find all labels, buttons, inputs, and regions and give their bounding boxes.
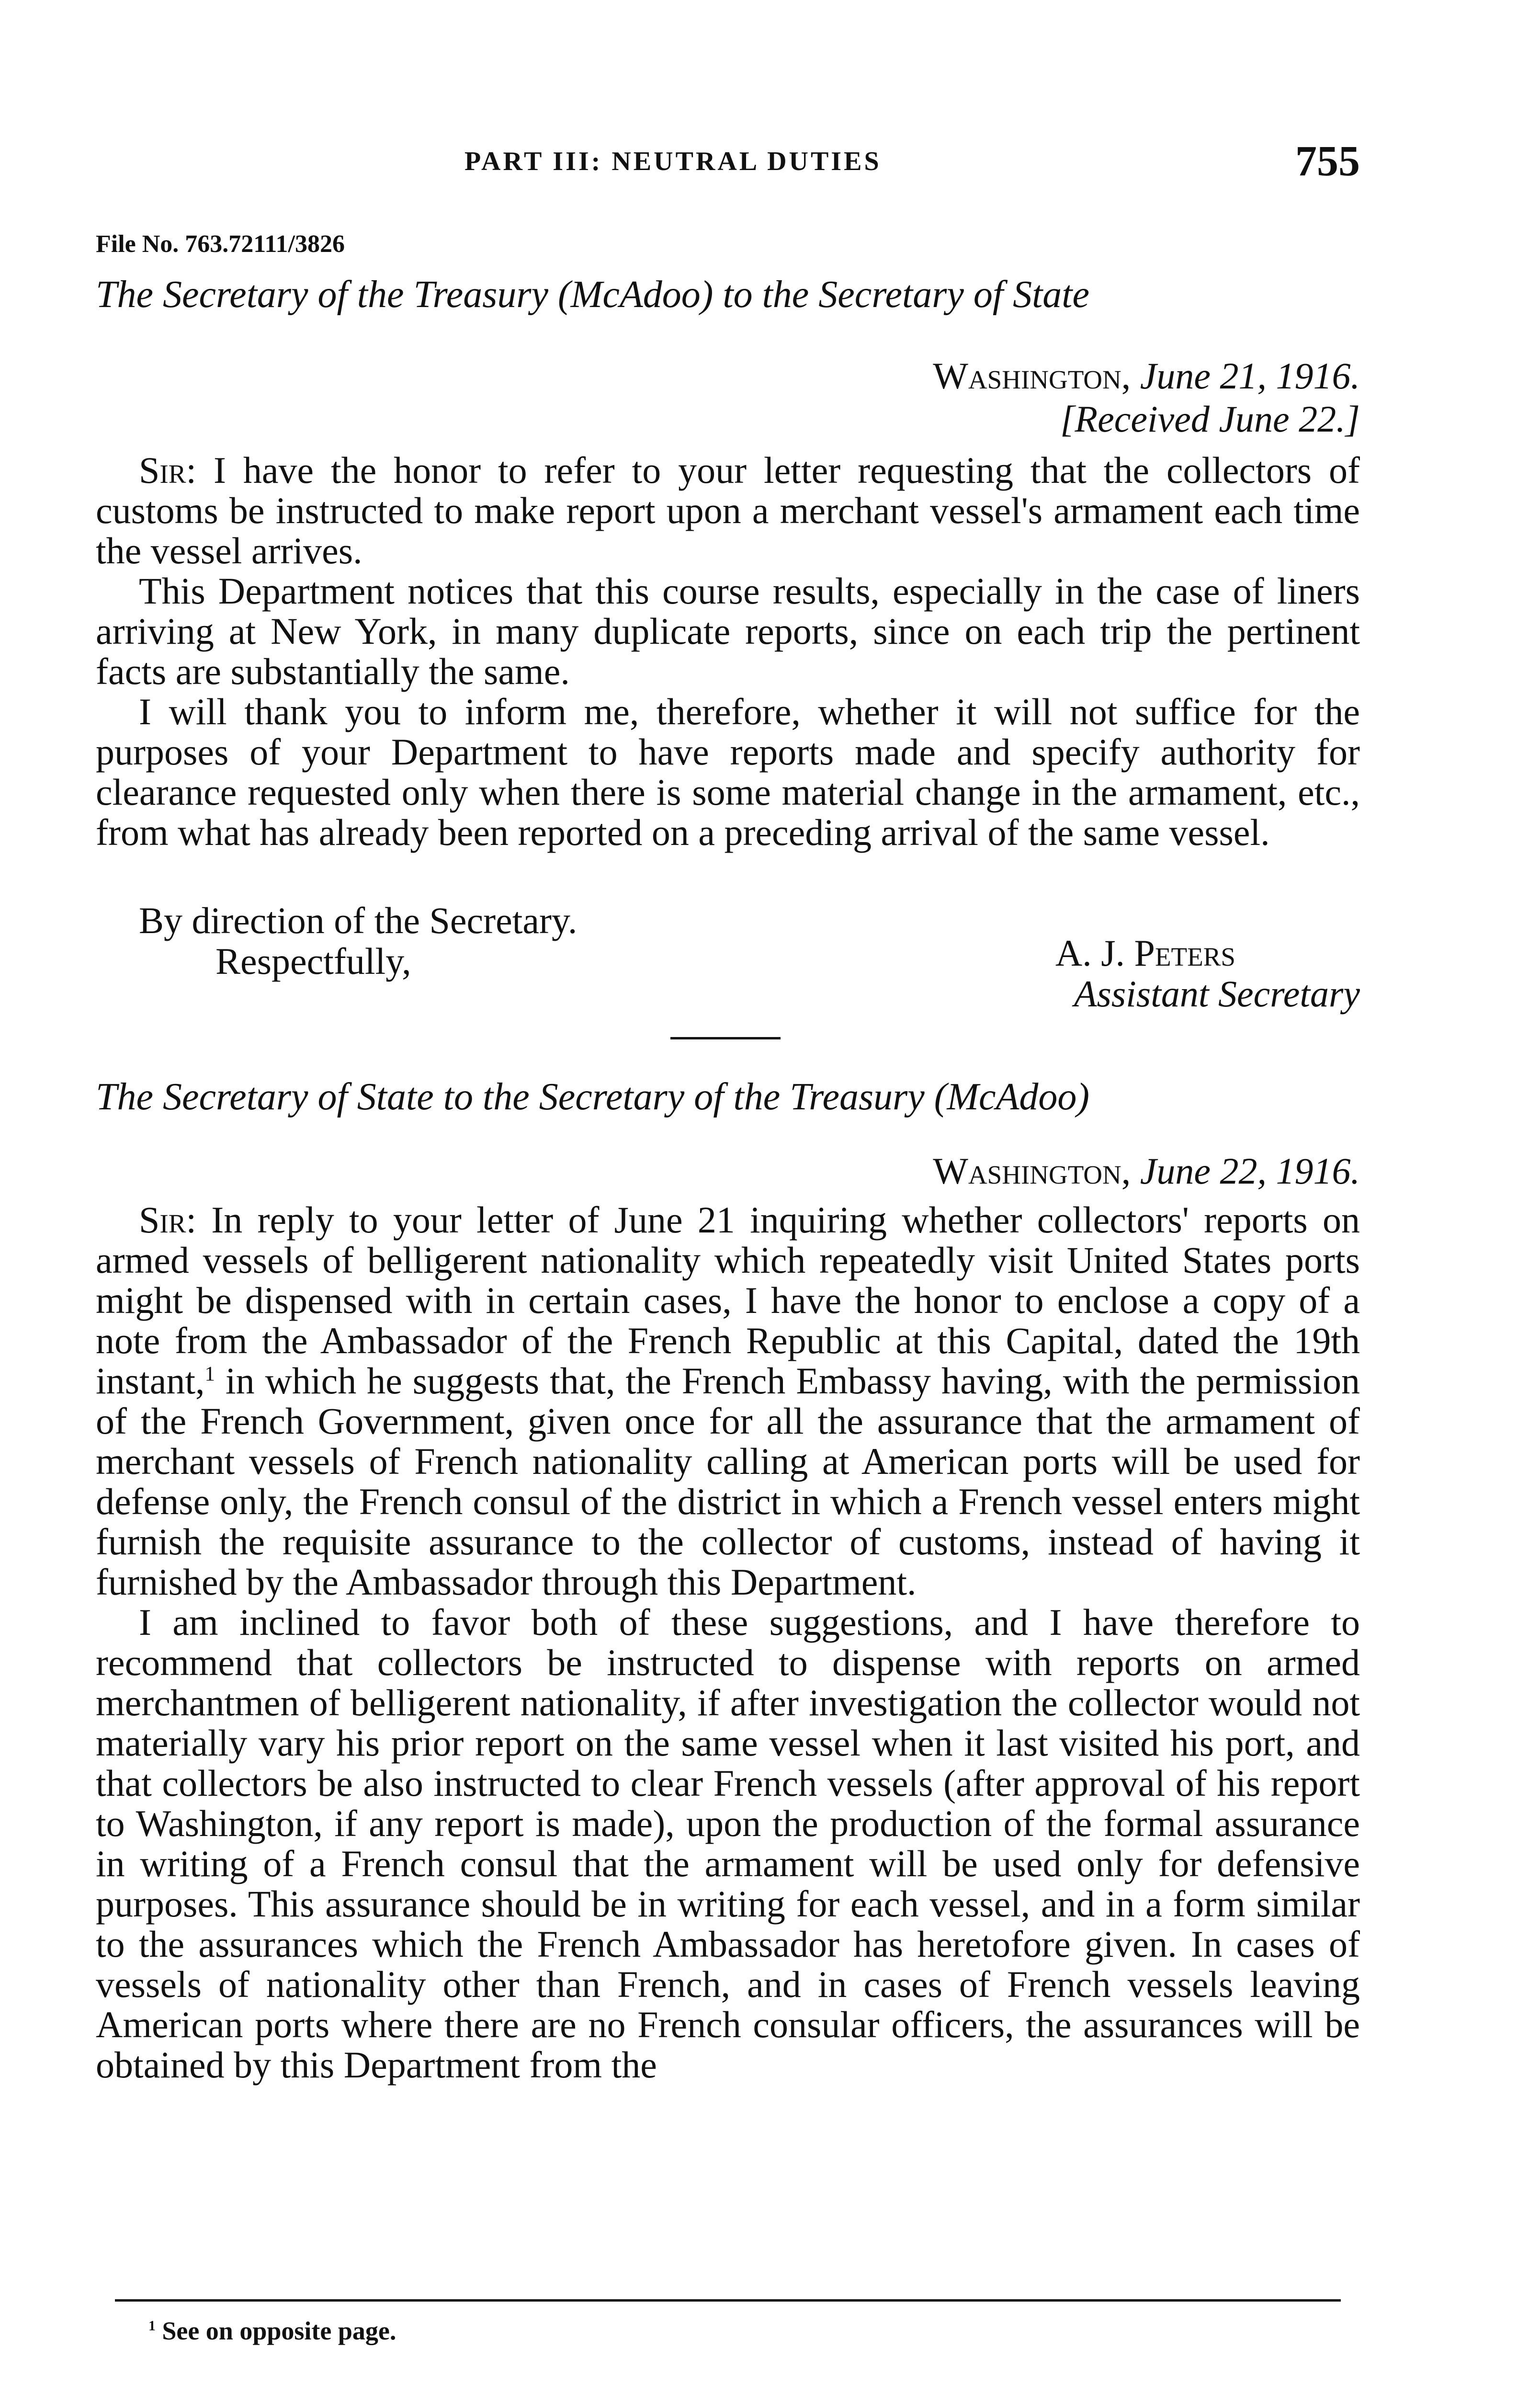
letter2-paragraph-1-text-b: in which he suggests that, the French Embassy having, with the permission of the French Government, given once for all the assurance that the armament of merchant vessels of French nationality calling at American ports will be used for defense only, the French consul of the district in which a French vessel enters might furnish the requisite assurance to the collector of customs, instead of having it furnished by the Ambassador through this Department. <box>96 1360 1360 1603</box>
letter1-complimentary-close: Respectfully, <box>215 940 411 982</box>
letter1-dateline <box>933 354 1360 398</box>
letter2-body <box>96 1200 1360 2085</box>
footnote-text: See on opposite page. <box>162 2316 396 2345</box>
footnote-reference: 1 <box>204 1363 215 1385</box>
letter2-heading: The Secretary of State to the Secretary of the Treasury (McAdoo) <box>96 1076 1090 1118</box>
letter2-paragraph-1-text-a: In reply to your letter of June 21 inquiring whether collectors' reports on armed vessels of belligerent nationality which repeatedly visit United States ports might be dispensed with in certain cases, I have the honor to enclose a copy of a note from the Ambassador of the French Republic at this Capital, dated the 19th instant, <box>96 1199 1360 1402</box>
letter1-body <box>96 450 1360 853</box>
letter2-dateline-date: June 22, 1916. <box>1140 1150 1360 1192</box>
letter2-dateline-place: Washington, <box>933 1150 1131 1192</box>
page-number: 755 <box>1295 137 1360 185</box>
letter1-paragraph-1-text: I have the honor to refer to your letter requesting that the collectors of customs be instructed to make report upon a merchant vessel's armament each time the vessel arrives. <box>96 449 1360 571</box>
letter1-dateline-place: Washington, <box>933 355 1131 397</box>
document-page <box>96 0 1360 2395</box>
letter2-paragraph-1 <box>96 1200 1360 1602</box>
letter1-received-note: [Received June 22.] <box>1060 398 1360 440</box>
letter1-salutation: Sir: <box>139 449 197 491</box>
letter1-closing-line: By direction of the Secretary. <box>139 900 578 941</box>
letter1-signer-name: A. J. Peters <box>1055 932 1235 974</box>
footnote-rule <box>115 2299 1341 2302</box>
letter1-paragraph-2: This Department notices that this course results, especially in the case of liners arriving at New York, in many duplicate reports, since on each trip the pertinent facts are substantially the same. <box>96 570 1360 692</box>
letter2-paragraph-2: I am inclined to favor both of these suggestions, and I have therefore to recommend that collectors be instructed to dispense with reports on armed merchantmen of belligerent nationality, if after investigation the collector would not materially vary his prior report on the same vessel when it last visited his port, and that collectors be also instructed to clear French vessels (after approval of his report to Washington, if any report is made), upon the production of the formal assurance in writing of a French consul that the armament will be used only for defensive purposes. This assurance should be in writing for each vessel, and in a form similar to the assurances which the French Ambassador has heretofore given. In cases of vessels of nationality other than French, and in cases of French vessels leaving American ports where there are no French consular officers, the assurances will be obtained by this Department from the <box>96 1601 1360 2086</box>
letter1-paragraph-1 <box>96 450 1360 571</box>
section-divider <box>670 1037 781 1039</box>
footnote-marker: 1 <box>148 2318 156 2334</box>
running-title: PART III: NEUTRAL DUTIES <box>464 147 882 176</box>
letter2-salutation: Sir: <box>139 1199 197 1241</box>
letter1-dateline-date: June 21, 1916. <box>1140 355 1360 397</box>
letter1-heading: The Secretary of the Treasury (McAdoo) to the Secretary of State <box>96 274 1090 316</box>
footnote <box>148 2316 396 2346</box>
letter1-signer-title: Assistant Secretary <box>1074 973 1360 1015</box>
letter2-dateline <box>933 1150 1360 1193</box>
letter1-paragraph-3: I will thank you to inform me, therefore, whether it will not suffice for the purposes of your Department to have reports made and specify authority for clearance requested only when there is some material change in the armament, etc., from what has already been reported on a preceding arrival of the same vessel. <box>96 691 1360 853</box>
running-head <box>96 137 1360 189</box>
file-number: File No. 763.72111/3826 <box>96 230 345 258</box>
